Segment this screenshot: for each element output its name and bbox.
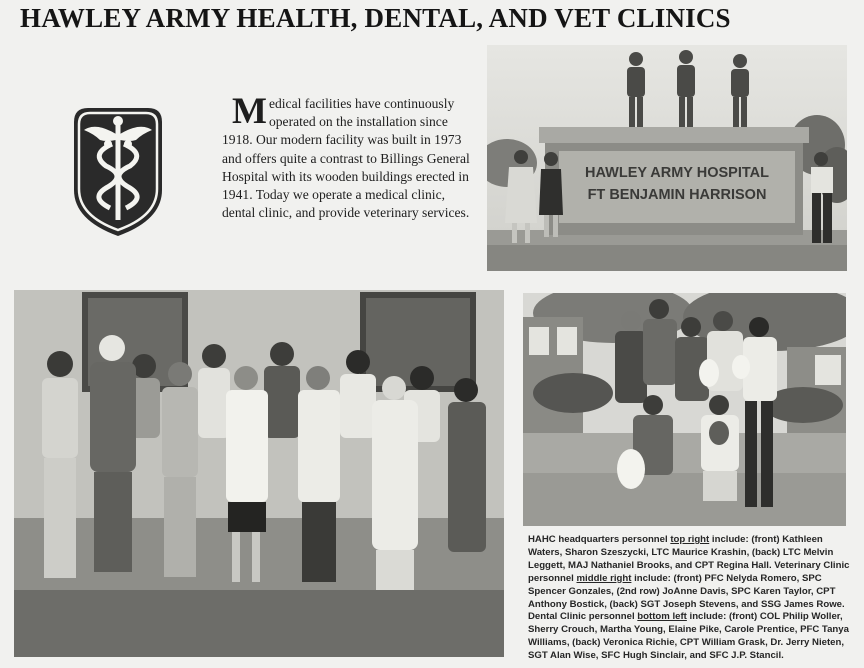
photo-dental-clinic-group — [14, 290, 504, 657]
caption-label-middle-right: middle right — [576, 572, 632, 584]
caption-part-1: HAHC headquarters personnel — [528, 534, 671, 545]
caption-label-top-right: top right — [670, 534, 710, 545]
caption-part-3: include: (front) PFC Nelyda Romero, SPC Spencer Gonzales, (2nd row) JoAnne Davis, SPC Karen Taylor, CPT Anthony Bostick, (back) SGT Joseph Stevens, and SSG James Rowe. Dental Clinic personnel — [528, 572, 845, 623]
photo-hospital-sign — [487, 45, 847, 271]
caption-part-4: include: (front) COL Philip Woller, Sherry Crouch, Martha Young, Elaine Pike, Carole Prentice, PFC Tanya Williams, (back) Veronica Richie, CPT William Grask, Dr. Jerry Nieten, SGT Alan Wise, SFC Hugh Sinclair, and SFC J.P. Stancil. — [528, 611, 849, 662]
intro-text: edical facilities have continuously operated on the installation since 1918. Our modern facility was built in 1973 and offers quite a contrast to Billings General Hospital with its wooden buildings erected in 1941. Today we operate a medical clinic, dental clinic, and provide veterinary services. — [222, 96, 470, 221]
sign-line1: HAWLEY ARMY HOSPITAL — [585, 165, 769, 181]
caduceus-emblem-icon — [66, 104, 170, 238]
intro-dropcap: M — [232, 91, 267, 132]
page-title: HAWLEY ARMY HEALTH, DENTAL, AND VET CLINICS — [20, 3, 731, 33]
photo-caption — [528, 534, 852, 663]
caption-part-2: include: (front) Kathleen Waters, Sharon Szeszycki, LTC Maurice Krashin, (back) LTC Melvin Leggett, MAJ Nathaniel Brooks, and CPT Regina Hall. Veterinary Clinic personnel — [528, 534, 850, 584]
intro-paragraph — [222, 91, 474, 222]
caption-label-bottom-left: bottom left — [637, 611, 687, 623]
sign-line2: FT BENJAMIN HARRISON — [587, 187, 767, 203]
photo-veterinary-clinic-group — [523, 293, 846, 526]
